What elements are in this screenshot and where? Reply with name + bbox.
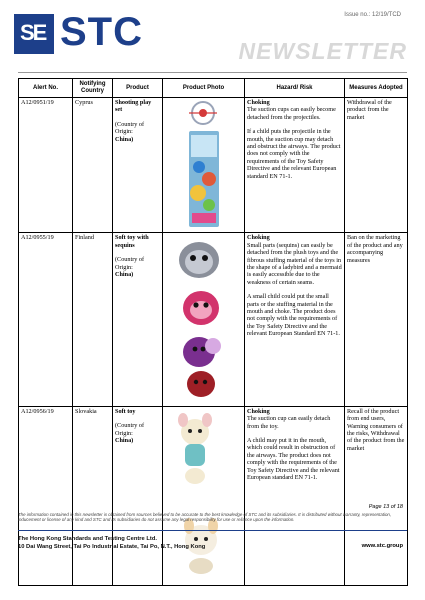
product-name: Soft toy with sequins bbox=[115, 234, 149, 249]
company-address: 10 Dai Wang Street, Tai Po Industrial Estate, Tai Po, N.T., Hong Kong bbox=[18, 543, 206, 550]
hazard-text: Small parts (sequins) can easily be detached from the plush toys and the fibrous stuffing material of the toys in the shape of a ladybird and a mermaid is easily accessible due to the weakness of certain seams. bbox=[247, 241, 342, 286]
col-header-country: Notifying Country bbox=[73, 79, 113, 98]
col-header-photo: Product Photo bbox=[163, 79, 245, 98]
stc-logo-icon: SE bbox=[14, 14, 54, 54]
product-name: Shooting play set bbox=[115, 99, 152, 114]
header-divider bbox=[18, 72, 407, 73]
issue-number: Issue no.: 12/19/TCD bbox=[344, 12, 401, 18]
product-photo bbox=[163, 98, 245, 233]
alert-number: A12/0951/19 bbox=[19, 98, 73, 233]
col-header-hazard: Hazard/ Risk bbox=[245, 79, 345, 98]
disclaimer: The information contained in this newsletter is obtained from sources believed to be accurate to the best knowledge of STC and its subsidiaries. It is distributed without warranty, representation, inducement or license of any kind and STC and its subsidiaries do not assume any legal responsibility for use or reliance upon the information. bbox=[18, 512, 392, 523]
col-header-product: Product bbox=[113, 79, 163, 98]
hazard-cell bbox=[245, 98, 345, 233]
table-row bbox=[19, 406, 408, 585]
table-header-row bbox=[19, 79, 408, 98]
notifying-country: Finland bbox=[73, 233, 113, 406]
origin-label: (Country of Origin: bbox=[115, 256, 145, 271]
company-name: The Hong Kong Standards and Testing Centre Ltd. bbox=[18, 536, 158, 542]
alert-number: A12/0955/19 bbox=[19, 233, 73, 406]
hazard-text: The suction cup can easily detach from the toy. bbox=[247, 415, 331, 430]
hazard-text: A small child could put the small parts or the stuffing material in the mouth and choke. The product does not comply with the requirements of the Toy Safety Directive and the relevant European Standard EN 71-1. bbox=[247, 293, 340, 338]
measures-adopted: Withdrawal of the product from the market bbox=[345, 98, 408, 233]
hazard-cell bbox=[245, 233, 345, 406]
website-link[interactable]: www.stc.group bbox=[361, 543, 403, 549]
company-info bbox=[18, 536, 205, 551]
origin-country: China) bbox=[115, 271, 134, 279]
hazard-cell bbox=[245, 406, 345, 585]
product-photo bbox=[163, 406, 245, 585]
origin-label: (Country of Origin: bbox=[115, 120, 145, 136]
origin-country: China) bbox=[115, 437, 134, 445]
stc-logo-text: STC bbox=[60, 10, 143, 54]
notifying-country: Cyprus bbox=[73, 98, 113, 233]
alert-number: A12/0956/19 bbox=[19, 406, 73, 585]
hazard-title: Choking bbox=[247, 234, 270, 242]
hazard-text: If a child puts the projectile in the mouth, the suction cup may detach and obstruct the airways. The product does not comply with the requirements of the Toy Safety Directive and the relevant European standard EN 71-1. bbox=[247, 128, 341, 180]
hazard-title: Choking bbox=[247, 99, 270, 106]
newsletter-title: NEWSLETTER bbox=[238, 38, 407, 64]
origin-country: China) bbox=[115, 135, 134, 143]
table-row bbox=[19, 233, 408, 406]
page-number: Page 13 of 18 bbox=[368, 504, 403, 510]
product-name: Soft toy bbox=[115, 407, 136, 415]
hazard-text: The suction cups can easily become detached from the projectiles. bbox=[247, 106, 336, 121]
measures-adopted: Recall of the product from end users, Warning consumers of the risks, Withdrawal of the product from the market bbox=[345, 406, 408, 585]
soft-toy-image bbox=[165, 408, 243, 582]
product-cell bbox=[113, 406, 163, 585]
measures-adopted: Ban on the marketing of the product and any accompanying measures bbox=[345, 233, 408, 406]
product-cell bbox=[113, 98, 163, 233]
sequin-soft-toys-image bbox=[165, 234, 243, 402]
product-cell bbox=[113, 233, 163, 406]
product-photo bbox=[163, 233, 245, 406]
hazard-text: A child may put it in the mouth, which could result in obstruction of the airways. The product does not comply with the requirements of the Toy Safety Directive and the relevant European standard EN 71-1. bbox=[247, 437, 340, 482]
origin-label: (Country of Origin: bbox=[115, 422, 145, 437]
notifying-country: Slovakia bbox=[73, 406, 113, 585]
shooting-play-set-image bbox=[165, 99, 243, 229]
col-header-measures: Measures Adopted bbox=[345, 79, 408, 98]
page-header bbox=[0, 0, 425, 80]
footer-divider bbox=[18, 530, 407, 531]
hazard-title: Choking bbox=[247, 407, 270, 415]
table-row bbox=[19, 98, 408, 233]
col-header-alert: Alert No. bbox=[19, 79, 73, 98]
alerts-table bbox=[18, 78, 408, 586]
